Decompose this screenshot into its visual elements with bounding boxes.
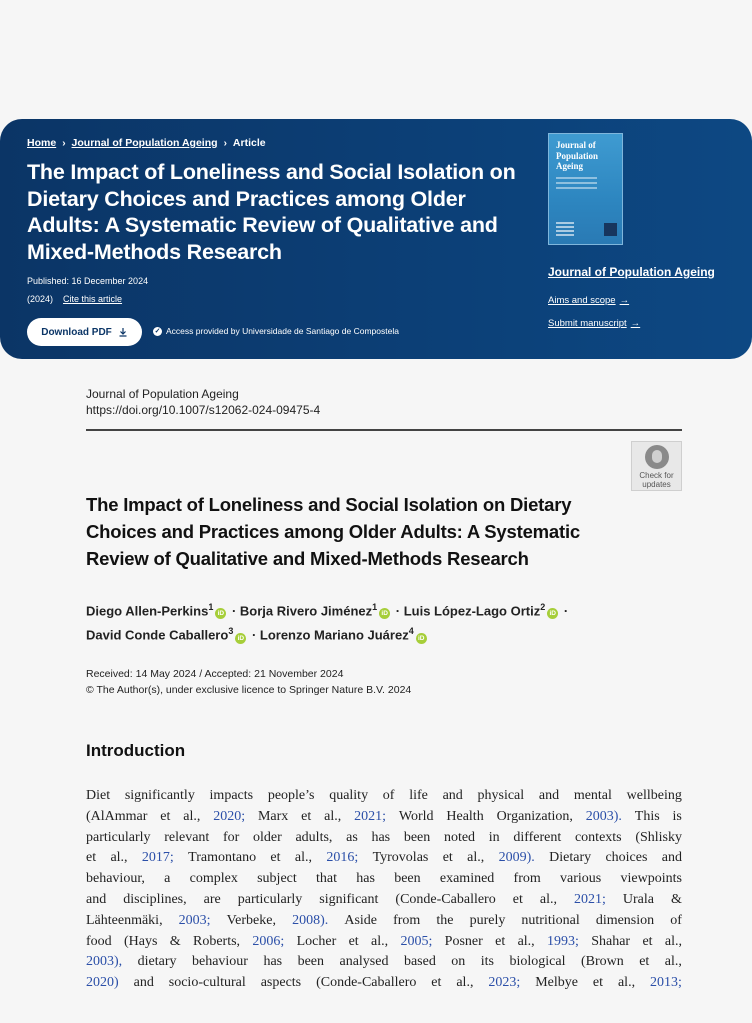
word: (Hays (124, 933, 158, 949)
word: et (431, 975, 442, 991)
journal-link[interactable]: Journal of Population Ageing (548, 265, 715, 279)
word: al., (517, 933, 535, 949)
text-line (86, 973, 682, 994)
author-name: Lorenzo Mariano Juárez (259, 627, 409, 643)
word: life (409, 788, 428, 803)
divider (86, 429, 682, 431)
word: impacts (209, 788, 254, 803)
article-year: (2024) (27, 294, 54, 304)
word: choices (605, 850, 648, 866)
word: Posner (444, 933, 483, 949)
word: nutritional (521, 912, 580, 928)
section-heading: Introduction (86, 741, 186, 760)
breadcrumb-home[interactable]: Home (27, 137, 57, 149)
word: al., (294, 850, 312, 866)
word: adults, (295, 829, 333, 845)
orcid-icon[interactable]: iD (235, 633, 246, 644)
orcid-icon[interactable]: iD (547, 608, 558, 619)
word: has (371, 829, 391, 845)
author-list: Diego Allen-Perkins$^1$iD · Borja Rivero Jiménez$^1$iD · Luis López-Lago Ortiz$^2$iD · David Conde Caballero$^3$iD · Lorenzo Mariano Juárez$^4$iD (86, 602, 569, 643)
word: al., (456, 975, 474, 991)
word: been (403, 829, 431, 845)
author-name: Luis López-Lago Ortiz (403, 603, 541, 619)
word: al., (617, 975, 636, 991)
access-text: Access provided by Universidade de Santiago de Compostela (166, 326, 399, 336)
word: subject (257, 871, 297, 887)
author-name: David Conde Caballero (86, 627, 229, 643)
author-affiliation: 1 (208, 602, 214, 612)
word: dietary (137, 954, 177, 970)
word: This (634, 808, 660, 824)
citation-row (27, 294, 122, 304)
word: has (356, 871, 375, 887)
author-affiliation: 2 (540, 602, 546, 612)
text-line (86, 932, 682, 953)
text-line (86, 848, 682, 869)
author-affiliation: 1 (372, 602, 378, 612)
cite-link[interactable]: Cite this article (63, 294, 123, 304)
word: and (661, 850, 682, 866)
word: particularly (237, 891, 303, 907)
word: et (442, 850, 453, 866)
word: for (223, 829, 240, 845)
word: Tyrovolas (372, 850, 429, 866)
paper-journal-name: Journal of Population Ageing (86, 387, 239, 401)
word: older (253, 829, 282, 845)
breadcrumb-current: Article (232, 137, 266, 149)
word: quality (329, 788, 369, 803)
word: on (451, 954, 466, 970)
word: based (403, 954, 436, 970)
author-affiliation: 3 (228, 626, 234, 637)
word: al., (110, 850, 128, 866)
word: different (513, 829, 562, 845)
word: various (560, 871, 602, 887)
download-pdf-button[interactable] (27, 318, 142, 346)
word: (Conde-Caballero (395, 891, 496, 907)
word: al., (664, 933, 682, 949)
word: (Conde-Caballero (316, 975, 417, 991)
publisher-logo-icon (604, 223, 617, 236)
paper-doi[interactable]: https://doi.org/10.1007/s12062-024-09475-4 (86, 403, 321, 417)
word: 2009). (498, 850, 535, 866)
cover-title: Journal of Population Ageing (556, 140, 599, 171)
submit-manuscript-label: Submit manuscript (548, 318, 627, 329)
paper-title: The Impact of Loneliness and Social Isolation on Dietary Choices and Practices among Older Adults: A Systematic Review of Qualitative and Mixed-Methods Research (86, 494, 580, 569)
word: et (592, 975, 604, 991)
introduction-text (86, 786, 682, 994)
orcid-icon[interactable]: iD (416, 633, 427, 644)
word: 2017; (141, 850, 174, 866)
copyright-notice: © The Author(s), under exclusive licence to Springer Nature B.V. 2024 (86, 684, 412, 696)
word: a (164, 871, 171, 887)
word: disciplines, (123, 891, 187, 907)
breadcrumb (27, 137, 266, 149)
access-notice (153, 326, 399, 336)
article-title: The Impact of Loneliness and Social Isolation on Dietary Choices and Practices among Older Adults: A Systematic Review of Qualitative and Mixed-Methods Research (27, 160, 516, 264)
word: is (672, 808, 682, 824)
bookmark-icon (645, 445, 669, 469)
word: Shahar (591, 933, 631, 949)
check-for-updates-label: Check for updates (639, 471, 674, 489)
word: its (480, 954, 494, 970)
word: 2020; (213, 808, 246, 824)
word: Health (446, 808, 484, 824)
received-accepted: Received: 14 May 2024 / Accepted: 21 November 2024 (86, 668, 344, 680)
text-line (86, 828, 682, 849)
cover-footer (556, 218, 617, 236)
breadcrumb-journal[interactable]: Journal of Population Ageing (71, 137, 218, 149)
word: et (160, 808, 171, 824)
word: 2003). (585, 808, 622, 824)
word: Locher (296, 933, 337, 949)
word: of (382, 788, 395, 803)
word: has (263, 954, 283, 970)
word: as (346, 829, 358, 845)
word: aspects (260, 975, 302, 991)
word: 2013; (650, 975, 682, 991)
word: Lähteenmäki, (86, 912, 163, 928)
word: analysed (339, 954, 389, 970)
word: et (86, 850, 97, 866)
word: 2005; (400, 933, 433, 949)
word: behaviour (191, 954, 248, 970)
word: 2003), (86, 954, 123, 970)
word: et (301, 808, 312, 824)
word: et (512, 891, 523, 907)
article-history (86, 666, 411, 698)
word: in (488, 829, 500, 845)
word: the (436, 912, 454, 928)
word: significant (319, 891, 379, 907)
word: al., (664, 954, 682, 970)
word: 2003; (178, 912, 211, 928)
word: 1993; (547, 933, 579, 949)
word: that (316, 871, 338, 887)
word: significantly (124, 788, 195, 803)
chevron-right-icon: › (62, 137, 66, 149)
word: and (133, 975, 154, 991)
author-affiliation: 4 (408, 626, 414, 637)
text-line (86, 952, 682, 973)
word: 2016; (326, 850, 359, 866)
word: biological (509, 954, 566, 970)
word: & (671, 891, 682, 907)
word: 2020) (86, 975, 119, 991)
word: Verbeke, (226, 912, 276, 928)
word: from (513, 871, 541, 887)
word: Aside (344, 912, 377, 928)
text-line (86, 911, 682, 932)
word: Dietary (549, 850, 592, 866)
word: viewpoints (620, 871, 682, 887)
word: food (86, 933, 112, 949)
word: et (642, 933, 653, 949)
word: and (538, 788, 560, 803)
word: al., (324, 808, 342, 824)
word: et (270, 850, 281, 866)
word: noted (443, 829, 476, 845)
word: al., (467, 850, 485, 866)
word: physical (477, 788, 525, 803)
word: purely (469, 912, 506, 928)
cover-decoration (556, 177, 615, 189)
word: et (639, 954, 650, 970)
word: relevant (164, 829, 210, 845)
word: et (348, 933, 359, 949)
word: Organization, (496, 808, 573, 824)
word: 2021; (573, 891, 606, 907)
word: people’s (267, 788, 315, 803)
orcid-icon[interactable]: iD (215, 608, 226, 619)
orcid-icon[interactable]: iD (379, 608, 390, 619)
text-line (86, 890, 682, 911)
download-pdf-label: Download PDF (41, 326, 112, 338)
word: been (297, 954, 325, 970)
chevron-right-icon: › (223, 137, 227, 149)
word: and (442, 788, 463, 803)
word: contexts (574, 829, 622, 845)
word: socio-cultural (168, 975, 246, 991)
word: & (169, 933, 181, 949)
word: are (203, 891, 221, 907)
aims-scope-label: Aims and scope (548, 295, 616, 306)
author-name: Diego Allen-Perkins (86, 603, 209, 619)
word: particularly (86, 829, 151, 845)
author-name: Borja Rivero Jiménez (239, 603, 373, 619)
word: been (394, 871, 421, 887)
word: examined (439, 871, 495, 887)
word: Diet (86, 788, 111, 803)
aims-scope-link[interactable] (548, 295, 629, 306)
word: and (86, 891, 107, 907)
published-date: Published: 16 December 2024 (27, 276, 149, 286)
word: Marx (257, 808, 289, 824)
word: from (393, 912, 421, 928)
word: mental (573, 788, 612, 803)
word: (Shlisky (635, 829, 682, 845)
word: et (495, 933, 506, 949)
arrow-right-icon: → (619, 295, 630, 306)
word: 2006; (252, 933, 285, 949)
submit-manuscript-link[interactable] (548, 318, 640, 329)
article-header (0, 119, 752, 359)
word: (Brown (580, 954, 624, 970)
check-for-updates-badge[interactable] (631, 441, 682, 491)
word: complex (189, 871, 238, 887)
word: (AlAmmar (86, 808, 148, 824)
word: al., (539, 891, 557, 907)
download-icon (118, 327, 128, 337)
check-circle-icon: ✓ (154, 328, 161, 335)
word: World (398, 808, 434, 824)
word: wellbeing (626, 788, 682, 803)
word: Melbye (535, 975, 578, 991)
journal-cover[interactable] (548, 133, 623, 245)
arrow-right-icon: → (630, 318, 641, 329)
word: 2008). (292, 912, 329, 928)
paper-journal-info (86, 386, 320, 418)
word: al., (183, 808, 201, 824)
text-line (86, 786, 682, 807)
word: Urala (622, 891, 654, 907)
word: behaviour, (86, 871, 145, 887)
word: 2023; (488, 975, 521, 991)
word: of (670, 912, 682, 928)
word: al., (371, 933, 389, 949)
word: Roberts, (192, 933, 241, 949)
word: Tramontano (188, 850, 257, 866)
text-line (86, 807, 682, 828)
word: 2021; (354, 808, 386, 824)
text-line (86, 869, 682, 890)
word: dimension (595, 912, 655, 928)
